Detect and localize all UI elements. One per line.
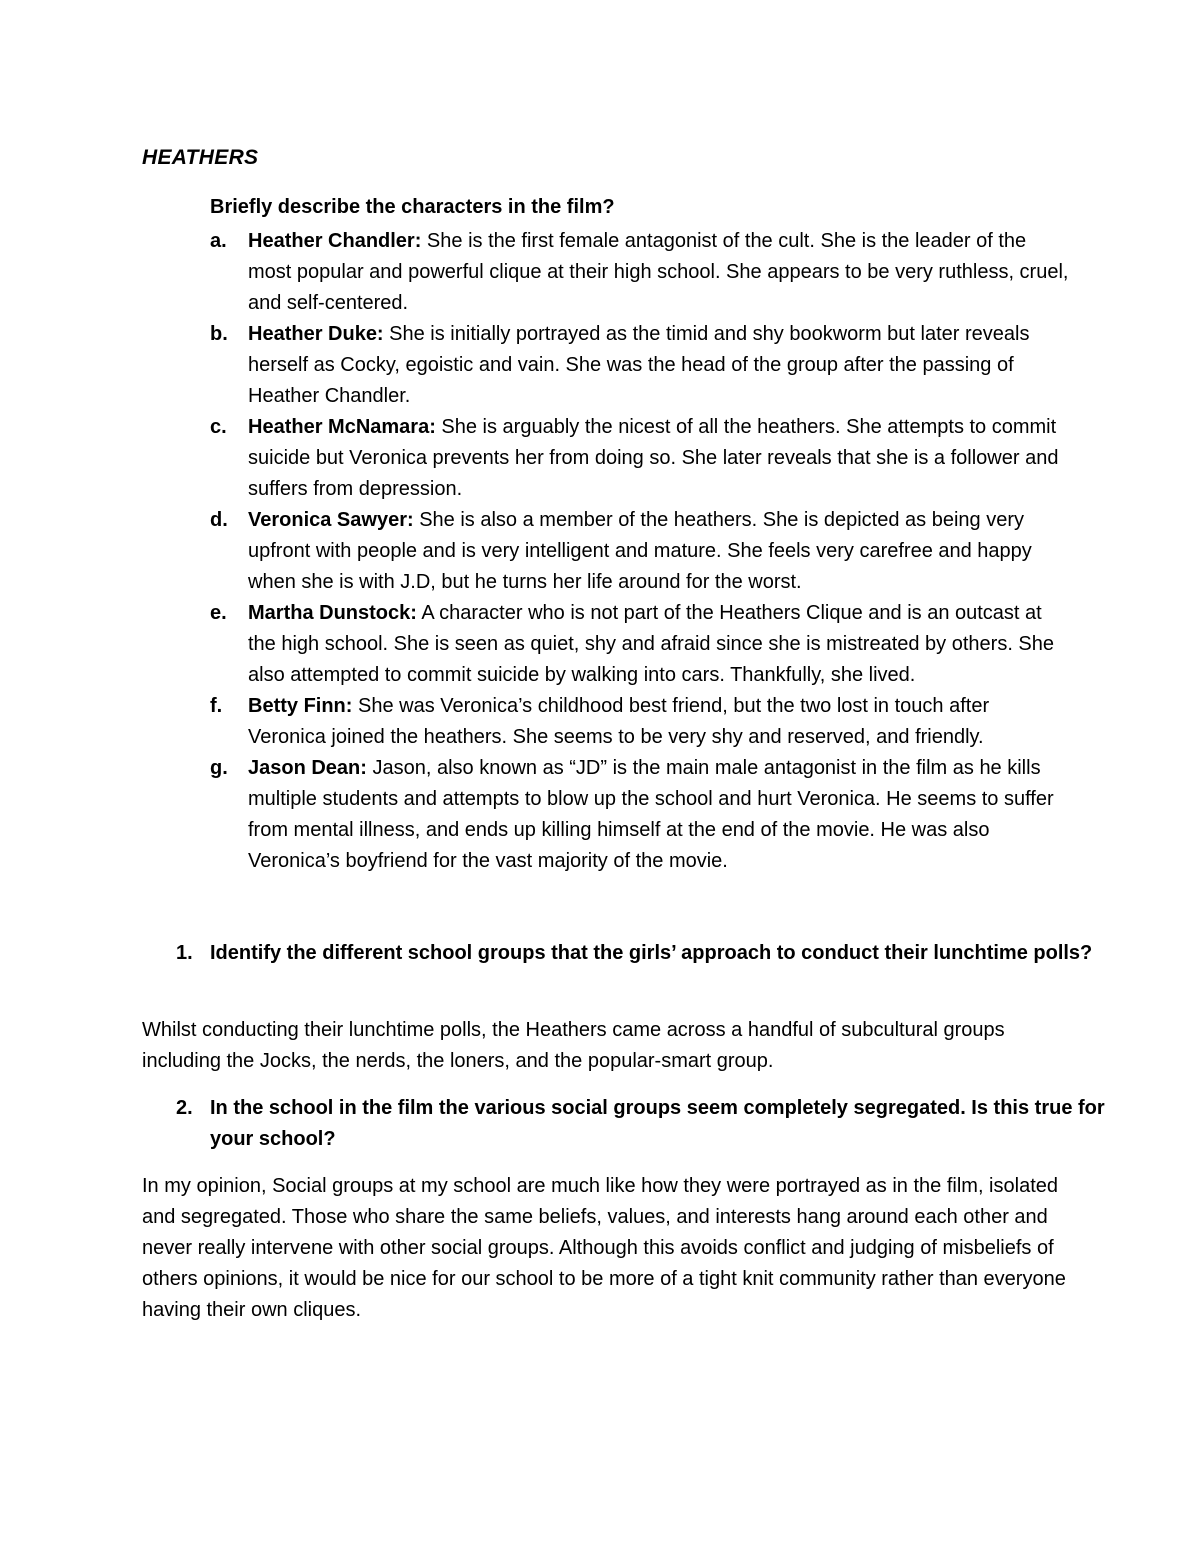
- question-1: [176, 938, 1110, 969]
- question-text: Identify the different school groups that the girls’ approach to conduct their lunchtime polls?: [210, 942, 1093, 964]
- character-description: She was Veronica’s childhood best friend, but the two lost in touch after Veronica joined the heathers. She seems to be very shy and reserved, and friendly.: [248, 695, 990, 748]
- list-item: [210, 319, 1070, 412]
- list-marker: d.: [210, 509, 228, 531]
- list-marker: g.: [210, 757, 228, 779]
- list-item: [210, 691, 1070, 753]
- list-item: [210, 412, 1070, 505]
- character-list: [210, 226, 1070, 877]
- character-name: Veronica Sawyer:: [248, 509, 414, 531]
- question-text: In the school in the film the various social groups seem completely segregated. Is this true for your school?: [210, 1097, 1105, 1150]
- character-name: Jason Dean:: [248, 757, 367, 779]
- character-name: Martha Dunstock:: [248, 602, 417, 624]
- character-description: She is initially portrayed as the timid and shy bookworm but later reveals herself as Cocky, egoistic and vain. She was the head of the group after the passing of Heather Chandler.: [248, 323, 1030, 407]
- question-2: [176, 1093, 1110, 1155]
- character-name: Heather McNamara:: [248, 416, 436, 438]
- list-marker: e.: [210, 602, 227, 624]
- characters-prompt: Briefly describe the characters in the film?: [210, 196, 615, 218]
- character-description: She is also a member of the heathers. She is depicted as being very upfront with people and is very intelligent and mature. She feels very carefree and happy when she is with J.D, but he turns her life around for the worst.: [248, 509, 1032, 593]
- list-item: [210, 598, 1070, 691]
- character-description: She is the first female antagonist of the cult. She is the leader of the most popular and powerful clique at their high school. She appears to be very ruthless, cruel, and self-centered.: [248, 230, 1069, 314]
- character-description: Jason, also known as “JD” is the main male antagonist in the film as he kills multiple students and attempts to blow up the school and hurt Veronica. He seems to suffer from mental illness, and ends up killing himself at the end of the movie. He was also Veronica’s boyfriend for the vast majority of the movie.: [248, 757, 1054, 872]
- character-name: Betty Finn:: [248, 695, 353, 717]
- character-name: Heather Duke:: [248, 323, 384, 345]
- answer-1: Whilst conducting their lunchtime polls, the Heathers came across a handful of subcultural groups including the Jocks, the nerds, the loners, and the popular-smart group.: [142, 1019, 1005, 1072]
- character-name: Heather Chandler:: [248, 230, 422, 252]
- list-item: [210, 226, 1070, 319]
- question-number: 2.: [176, 1097, 193, 1119]
- list-marker: c.: [210, 416, 227, 438]
- question-number: 1.: [176, 942, 193, 964]
- list-marker: f.: [210, 695, 223, 717]
- character-description: A character who is not part of the Heathers Clique and is an outcast at the high school. She is seen as quiet, shy and afraid since she is mistreated by others. She also attempted to commit suicide by walking into cars. Thankfully, she lived.: [248, 602, 1055, 686]
- list-item: [210, 505, 1070, 598]
- list-marker: a.: [210, 230, 227, 252]
- character-description: She is arguably the nicest of all the heathers. She attempts to commit suicide but Veronica prevents her from doing so. She later reveals that she is a follower and suffers from depression.: [248, 416, 1059, 500]
- answer-2: In my opinion, Social groups at my school are much like how they were portrayed as in the film, isolated and segregated. Those who share the same beliefs, values, and interests hang around each other and never really intervene with other social groups. Although this avoids conflict and judging of misbeliefs of others opinions, it would be nice for our school to be more of a tight knit community rather than everyone having their own cliques.: [142, 1175, 1066, 1321]
- document-title: HEATHERS: [142, 146, 259, 169]
- list-item: [210, 753, 1070, 877]
- list-marker: b.: [210, 323, 228, 345]
